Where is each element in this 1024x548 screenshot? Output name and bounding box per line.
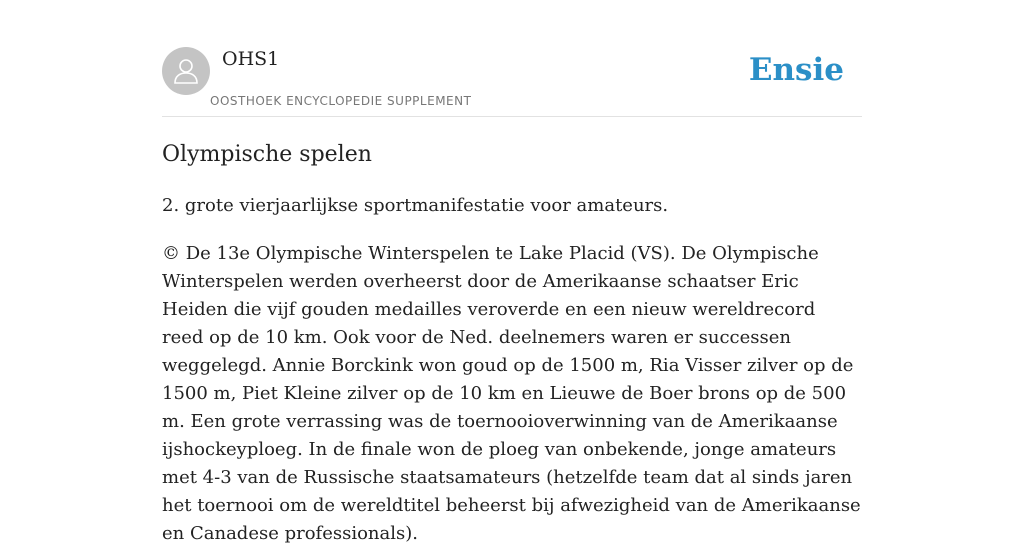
avatar[interactable]: [162, 47, 210, 95]
definition-text: 2. grote vierjaarlijkse sportmanifestatie voor amateurs.: [162, 195, 669, 216]
user-outline-icon: [171, 56, 201, 86]
author-name[interactable]: OHS1: [222, 48, 280, 70]
article-body: © De 13e Olympische Winterspelen te Lake Placid (VS). De Olympische Winterspelen werden overheerst door de Amerikaanse schaatser Eric Heiden die vijf gouden medailles veroverde en een nieuw wereldrecord reed op de 10 km. Ook voor de Ned. deelnemers waren er successen weggelegd. Annie Borckink won goud op de 1500 m, Ria Visser zilver op de 1500 m, Piet Kleine zilver op de 10 km en Lieuwe de Boer brons op de 500 m. Een grote verrassing was de toernooioverwinning van de Amerikaanse ijshockeyploeg. In de finale won de ploeg van onbekende, jonge amateurs met 4-3 van de Russische staatsamateurs (hetzelfde team dat al sinds jaren het toernooi om de wereldtitel beheerst bij afwezigheid van de Amerikaanse en Canadese professionals).: [162, 243, 861, 544]
brand-logo[interactable]: Ensie: [748, 52, 844, 88]
entry-header: [162, 44, 862, 117]
page-title: Olympische spelen: [162, 142, 372, 167]
source-label[interactable]: OOSTHOEK ENCYCLOPEDIE SUPPLEMENT: [210, 94, 472, 108]
